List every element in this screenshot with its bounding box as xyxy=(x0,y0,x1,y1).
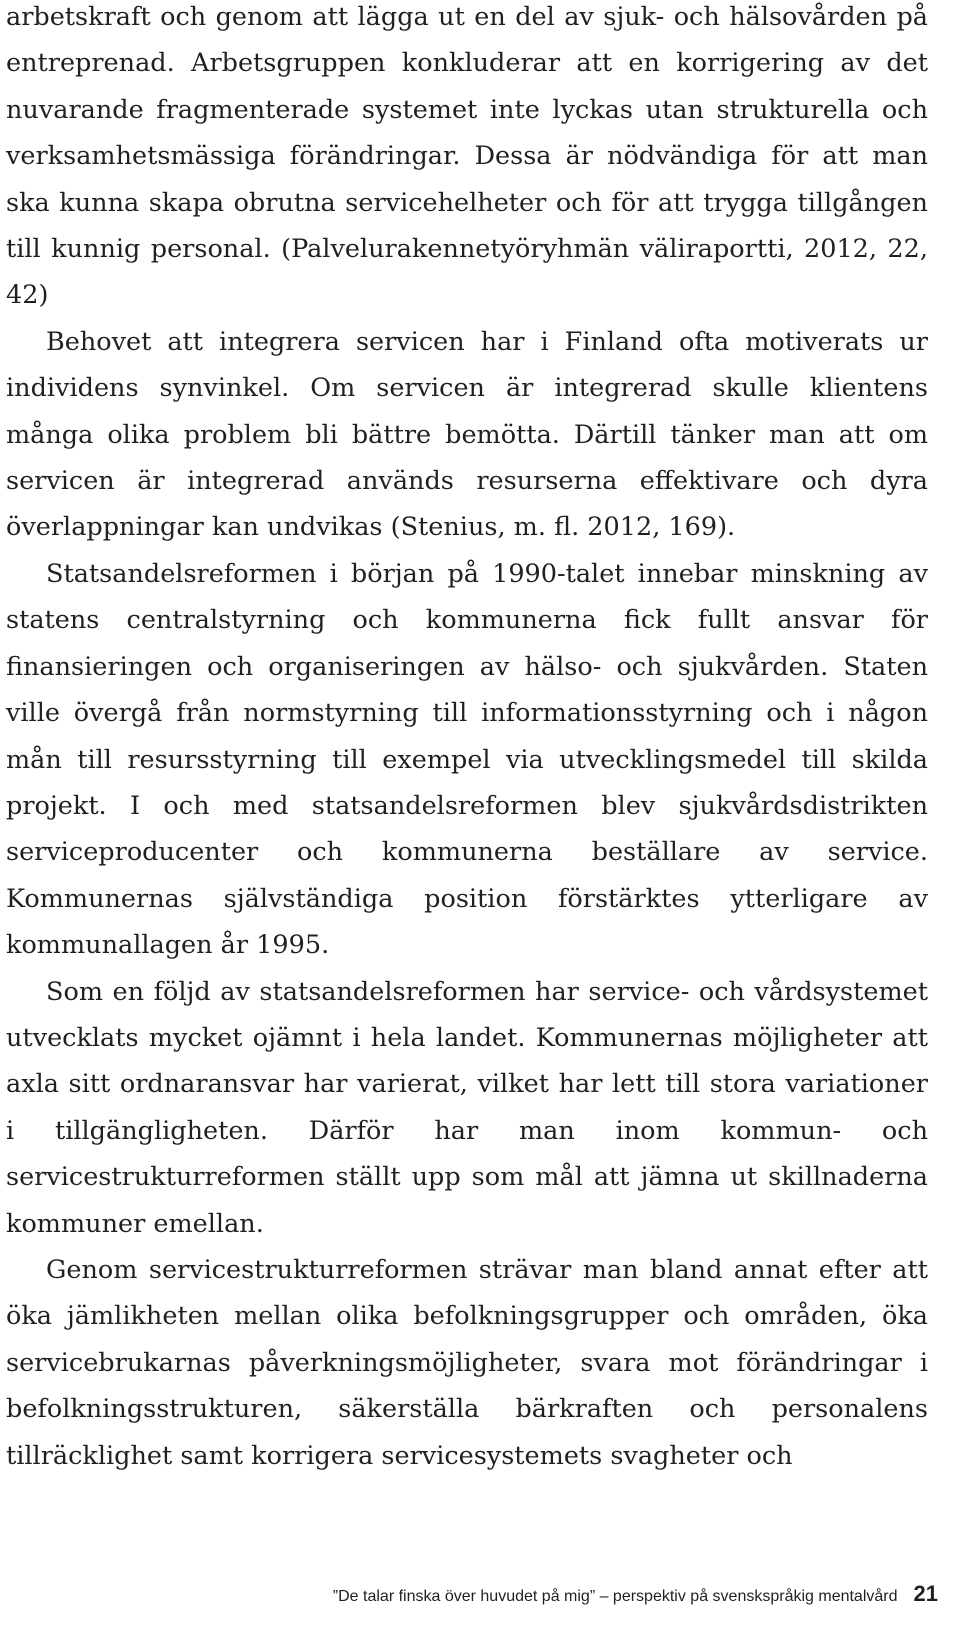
body-text xyxy=(6,0,928,1479)
page-number: 21 xyxy=(913,1581,938,1606)
page-footer xyxy=(0,1581,938,1621)
paragraph-servicestrukturreformen: Genom servicestrukturreformen strävar man bland annat efter att öka jämlikheten mellan olika befolkningsgrupper och områden, öka servicebrukarnas påverkningsmöjligheter, svara mot förändringar i befolkningsstrukturen, säkerställa bärkraften och personalens tillräcklighet samt korrigera servicesystemets svagheter och xyxy=(6,1254,928,1471)
paragraph-integration: Behovet att integrera servicen har i Finland ofta motiverats ur individens synvinkel. Om servicen är integrerad skulle klientens många olika problem bli bättre bemötta. Därtill tänker man att om servicen är integrerad används resurserna effektivare och dyra överlappningar kan undvikas (Stenius, m. fl. 2012, 169). xyxy=(6,326,928,543)
running-title: ”De talar finska över huvudet på mig” – perspektiv på svenskspråkig mentalvård xyxy=(332,1588,898,1605)
paragraph-consequences: Som en följd av statsandelsreformen har service- och vårdsystemet utvecklats mycket ojämnt i hela landet. Kommunernas möjligheter att axla sitt ordnaransvar har varierat, vilket har lett till stora variationer i tillgängligheten. Därför har man inom kommun- och servicestrukturreformen ställt upp som mål att jämna ut skillnaderna kommuner emellan. xyxy=(6,976,928,1239)
paragraph-continued: arbetskraft och genom att lägga ut en del av sjuk- och hälsovården på entreprenad. Arbetsgruppen konkluderar att en korrigering av det nuvarande fragmenterade systemet inte lyckas utan strukturella och verksamhetsmässiga förändringar. Dessa är nödvändiga för att man ska kunna skapa obrutna servicehelheter och för att trygga tillgången till kunnig personal. (Palvelurakennetyöryhmän väliraportti, 2012, 22, 42) xyxy=(6,2,928,311)
paragraph-statsandelsreformen: Statsandelsreformen i början på 1990-talet innebar minskning av statens centralstyrning och kommunerna fick fullt ansvar för finansieringen och organiseringen av hälso- och sjukvården. Staten ville övergå från normstyrning till informationsstyrning och i någon mån till resursstyrning till exempel via utvecklingsmedel till skilda projekt. I och med statsandelsreformen blev sjukvårdsdistrikten serviceproducenter och kommunerna beställare av service. Kommunernas självständiga position förstärktes ytterligare av kommunallagen år 1995. xyxy=(6,558,928,961)
